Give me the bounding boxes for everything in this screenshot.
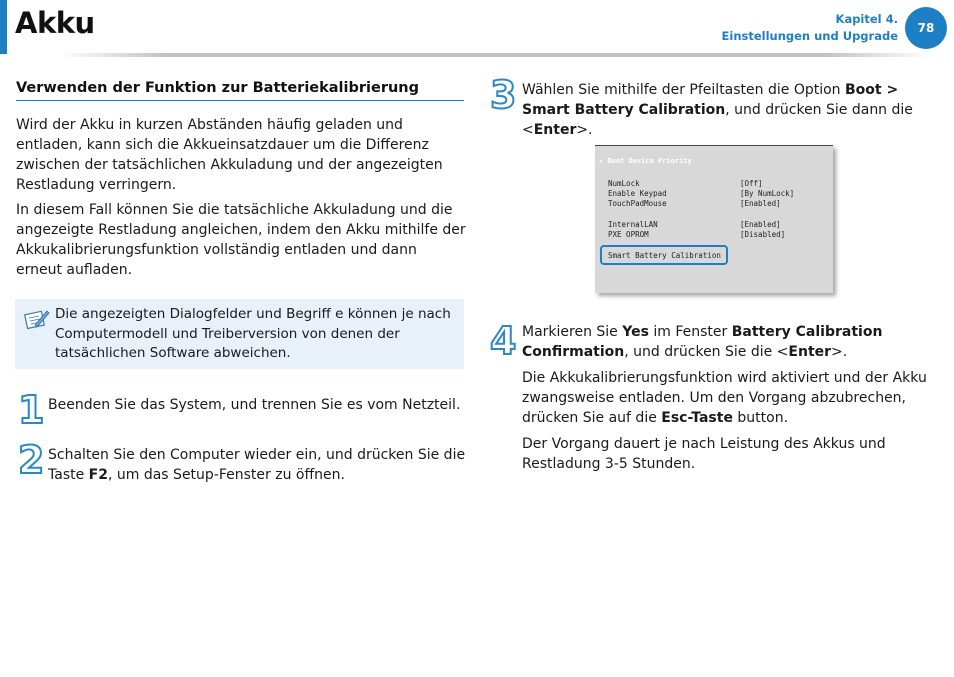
step-2-text: Schalten Sie den Computer wieder ein, und drücken Sie die Taste F2, um das Setup-Fenster zu öffnen. bbox=[48, 447, 466, 483]
step-3-text: Wählen Sie mithilfe der Pfeiltasten die Option Boot > Smart Battery Calibration, und drücken Sie dann die <Enter>. bbox=[522, 82, 913, 138]
bios-row-label: NumLock bbox=[608, 179, 640, 188]
step-3-number: 3 bbox=[490, 73, 517, 117]
bios-row-label: PXE OPROM bbox=[608, 230, 649, 239]
window-battery-calibration: Battery Calibration Confirmation bbox=[522, 324, 883, 360]
header-divider bbox=[60, 53, 930, 57]
intro-paragraph-1: Wird der Akku in kurzen Abständen häufig geladen und entladen, kann sich die Akkueinsatzdauer um die Differenz zwischen der tatsächlichen Akkuladung und der angezeigten Restladung verringern. bbox=[16, 117, 443, 193]
bios-row-label: Enable Keypad bbox=[608, 189, 667, 198]
title-accent-bar bbox=[0, 0, 7, 54]
bios-row-label: InternalLAN bbox=[608, 220, 658, 229]
page-number-badge: 78 bbox=[905, 7, 947, 49]
step-1-number: 1 bbox=[18, 388, 45, 432]
bios-row-value: [Enabled] bbox=[740, 220, 781, 229]
step-4-text: Markieren Sie Yes im Fenster Battery Calibration Confirmation, und drücken Sie die <Enter>. bbox=[522, 324, 883, 360]
note-pen-icon bbox=[23, 307, 51, 331]
option-boot-smart-battery: Boot > Smart Battery Calibration bbox=[522, 82, 899, 118]
section-heading: Verwenden der Funktion zur Batteriekalibrierung bbox=[16, 80, 464, 101]
key-esc: Esc-Taste bbox=[661, 410, 733, 426]
page-title: Akku bbox=[15, 6, 95, 40]
chapter-title: Einstellungen und Upgrade bbox=[721, 29, 898, 43]
step-1-text: Beenden Sie das System, und trennen Sie es vom Netzteil. bbox=[48, 397, 461, 413]
bios-row-value: [Off] bbox=[740, 179, 763, 188]
step-4-paragraph-2: Die Akkukalibrierungsfunktion wird aktiviert und der Akku zwangsweise entladen. Um den Vorgang abzubrechen, drücken Sie auf die Esc-Taste button. bbox=[522, 370, 927, 426]
key-enter: Enter bbox=[788, 344, 832, 360]
step-4-paragraph-3: Der Vorgang dauert je nach Leistung des Akkus und Restladung 3-5 Stunden. bbox=[522, 436, 886, 472]
bios-smart-battery-item: Smart Battery Calibration bbox=[608, 251, 721, 260]
note-box bbox=[15, 299, 464, 369]
bios-row-value: [By NumLock] bbox=[740, 189, 795, 198]
key-f2: F2 bbox=[88, 467, 108, 483]
bios-row-value: [Enabled] bbox=[740, 199, 781, 208]
key-enter: Enter bbox=[533, 122, 577, 138]
chapter-number: Kapitel 4. bbox=[835, 12, 898, 26]
note-text: Die angezeigten Dialogfelder und Begriff e können je nach Computermodell und Treiberversion von denen der tatsächlichen Software abweichen. bbox=[55, 306, 451, 361]
intro-paragraph-2: In diesem Fall können Sie die tatsächliche Akkuladung und die angezeigte Restladung angleichen, indem den Akku mithilfe der Akkukalibrierungsfunktion vollständig entladen und dann erneut aufladen. bbox=[16, 202, 466, 278]
step-2-number: 2 bbox=[18, 438, 45, 482]
bios-row-value: [Disabled] bbox=[740, 230, 786, 239]
step-4-number: 4 bbox=[490, 319, 517, 363]
chapter-label bbox=[722, 11, 898, 45]
bios-row-label: TouchPadMouse bbox=[608, 199, 667, 208]
option-yes: Yes bbox=[622, 324, 649, 340]
bios-header: ▸ Boot Device Priority bbox=[599, 157, 692, 165]
bios-screenshot bbox=[595, 145, 833, 293]
